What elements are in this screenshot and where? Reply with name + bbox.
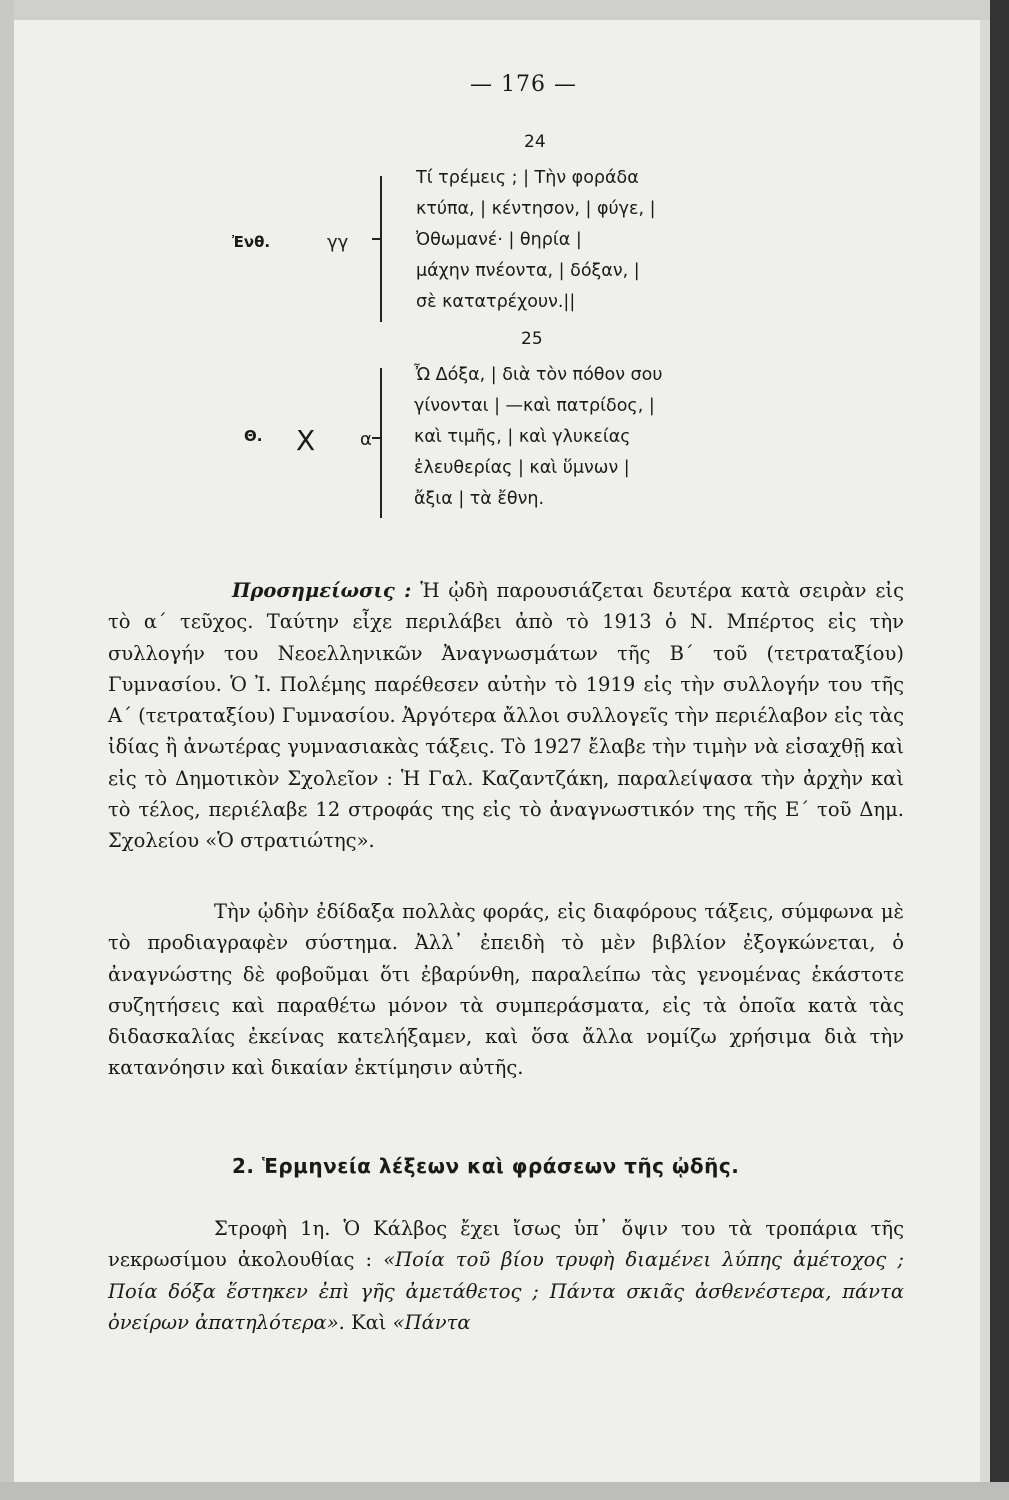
- verse-line: κτύπα, | κέντησον, | φύγε, |: [416, 199, 656, 219]
- verse-line: μάχην πνέοντα, | δόξαν, |: [416, 261, 640, 281]
- page-number: — 176 —: [470, 72, 577, 97]
- scan-border-right: [990, 0, 1009, 1500]
- stanza-24-verse: [416, 163, 655, 318]
- verse-line: Ὀθωμανέ· | θηρία |: [416, 230, 582, 250]
- stanza-24-brace-tip: [372, 238, 380, 240]
- stanza-25-label-mid: Χ: [296, 424, 316, 457]
- verse-line: γίνονται | —καὶ πατρίδος, |: [414, 396, 655, 416]
- stanza-24-brace: [380, 176, 382, 322]
- verse-line: Τί τρέμεις ; | Τὴν φοράδα: [416, 168, 639, 188]
- verse-line: ἐλευθερίας | καὶ ὕμνων |: [414, 458, 630, 478]
- paragraph-2: Τὴν ᾠδὴν ἐδίδαξα πολλὰς φοράς, εἰς διαφόρους τάξεις, σύμφωνα μὲ τὸ προδιαγραφὲν σύστημα. Ἀλλ᾽ ἐπειδὴ τὸ μὲν βιβλίον ἐξογκώνεται, ὁ ἀναγνώστης δὲ φοβοῦμαι ὅτι ἐβαρύνθη, παραλείπω τὰς γενομένας ἑκάστοτε συζητήσεις καὶ παραθέτω μόνον τὰ συμπεράσματα, εἰς τὰ ὁποῖα κατὰ τὰς διδασκαλίας ἐκείνας κατελήξαμεν, καὶ ὅσα ἄλλα νομίζω χρήσιμα διὰ τὴν κατανόησιν καὶ δικαίαν ἐκτίμησιν αὐτῆς.: [108, 900, 904, 1080]
- paragraph-3-quote: «Ποία τοῦ βίου τρυφὴ διαμένει λύπης ἀμέτοχος ; Ποία δόξα ἕστηκεν ἐπὶ γῆς ἀμετάθετος ; Πάντα σκιᾶς ἀσθενέστερα, πάντα ὀνείρων ἀπατηλότερα».: [108, 1248, 904, 1334]
- stanza-24-label-mid: γγ: [327, 232, 349, 253]
- scan-border-left: [0, 0, 14, 1500]
- stanza-25-label-right: α: [360, 429, 372, 450]
- stanza-25-number: 25: [521, 329, 543, 349]
- paragraph-3-tail: Καὶ: [351, 1310, 387, 1334]
- scan-border-top: [0, 0, 1009, 20]
- verse-line: σὲ κατατρέχουν.||: [416, 292, 576, 312]
- stanza-25-verse: [414, 360, 662, 515]
- stanza-25-brace-tip: [372, 437, 380, 439]
- stanza-25-brace: [380, 368, 382, 518]
- stanza-25-label-left: Θ.: [244, 427, 263, 445]
- verse-line: καὶ τιμῆς, | καὶ γλυκείας: [414, 427, 631, 447]
- note-label: Προσημείωσις :: [232, 579, 412, 602]
- paragraph-3-lead: Στροφὴ 1η. Ὁ Κάλβος ἔχει ἴσως ὑπ᾽ ὄψιν του τὰ τροπάρια τῆς νεκρωσίμου ἀκολουθίας :: [108, 1217, 904, 1272]
- stanza-24-number: 24: [524, 132, 546, 152]
- section-heading: 2. Ἑρμηνεία λέξεων καὶ φράσεων τῆς ᾠδῆς.: [232, 1154, 740, 1178]
- paragraph-3-tail-quote: «Πάντα: [392, 1310, 471, 1334]
- note-paragraph: [108, 575, 904, 857]
- note-text: Ἡ ᾠδὴ παρουσιάζεται δευτέρα κατὰ σειρὰν εἰς τὸ α΄ τεῦχος. Ταύτην εἶχε περιλάβει ἀπὸ τὸ 1913 ὁ Ν. Μπέρτος εἰς τὴν συλλογήν του Νεοελληνικῶν Ἀναγνωσμάτων τῆς Β΄ τοῦ (τετραταξίου) Γυμνασίου. Ὁ Ἰ. Πολέμης παρέθεσεν αὐτὴν τὸ 1919 εἰς τὴν συλλογήν του τῆς Α΄ (τετραταξίου) Γυμνασίου. Ἀργότερα ἄλλοι συλλογεῖς τὴν περιέλαβον εἰς τὰς ἰδίας ἢ ἀνωτέρας γυμνασιακὰς τάξεις. Τὸ 1927 ἔλαβε τὴν τιμὴν νὰ εἰσαχθῇ καὶ εἰς τὸ Δημοτικὸν Σχολεῖον : Ἡ Γαλ. Καζαντζάκη, παραλείψασα τὴν ἀρχὴν καὶ τὸ τέλος, περιέλαβε 12 στροφάς της εἰς τὸ ἀναγνωστικόν της τῆς Ε΄ τοῦ Δημ. Σχολείου «Ὁ στρατιώτης».: [108, 579, 904, 853]
- stanza-24-label-left: Ἐνθ.: [232, 233, 271, 251]
- paragraph-3: [108, 1213, 904, 1338]
- scan-border-bottom: [0, 1482, 1009, 1500]
- verse-line: Ὦ Δόξα, | διὰ τὸν πόθον σου: [414, 365, 663, 385]
- verse-line: ἄξια | τὰ ἔθνη.: [414, 489, 545, 509]
